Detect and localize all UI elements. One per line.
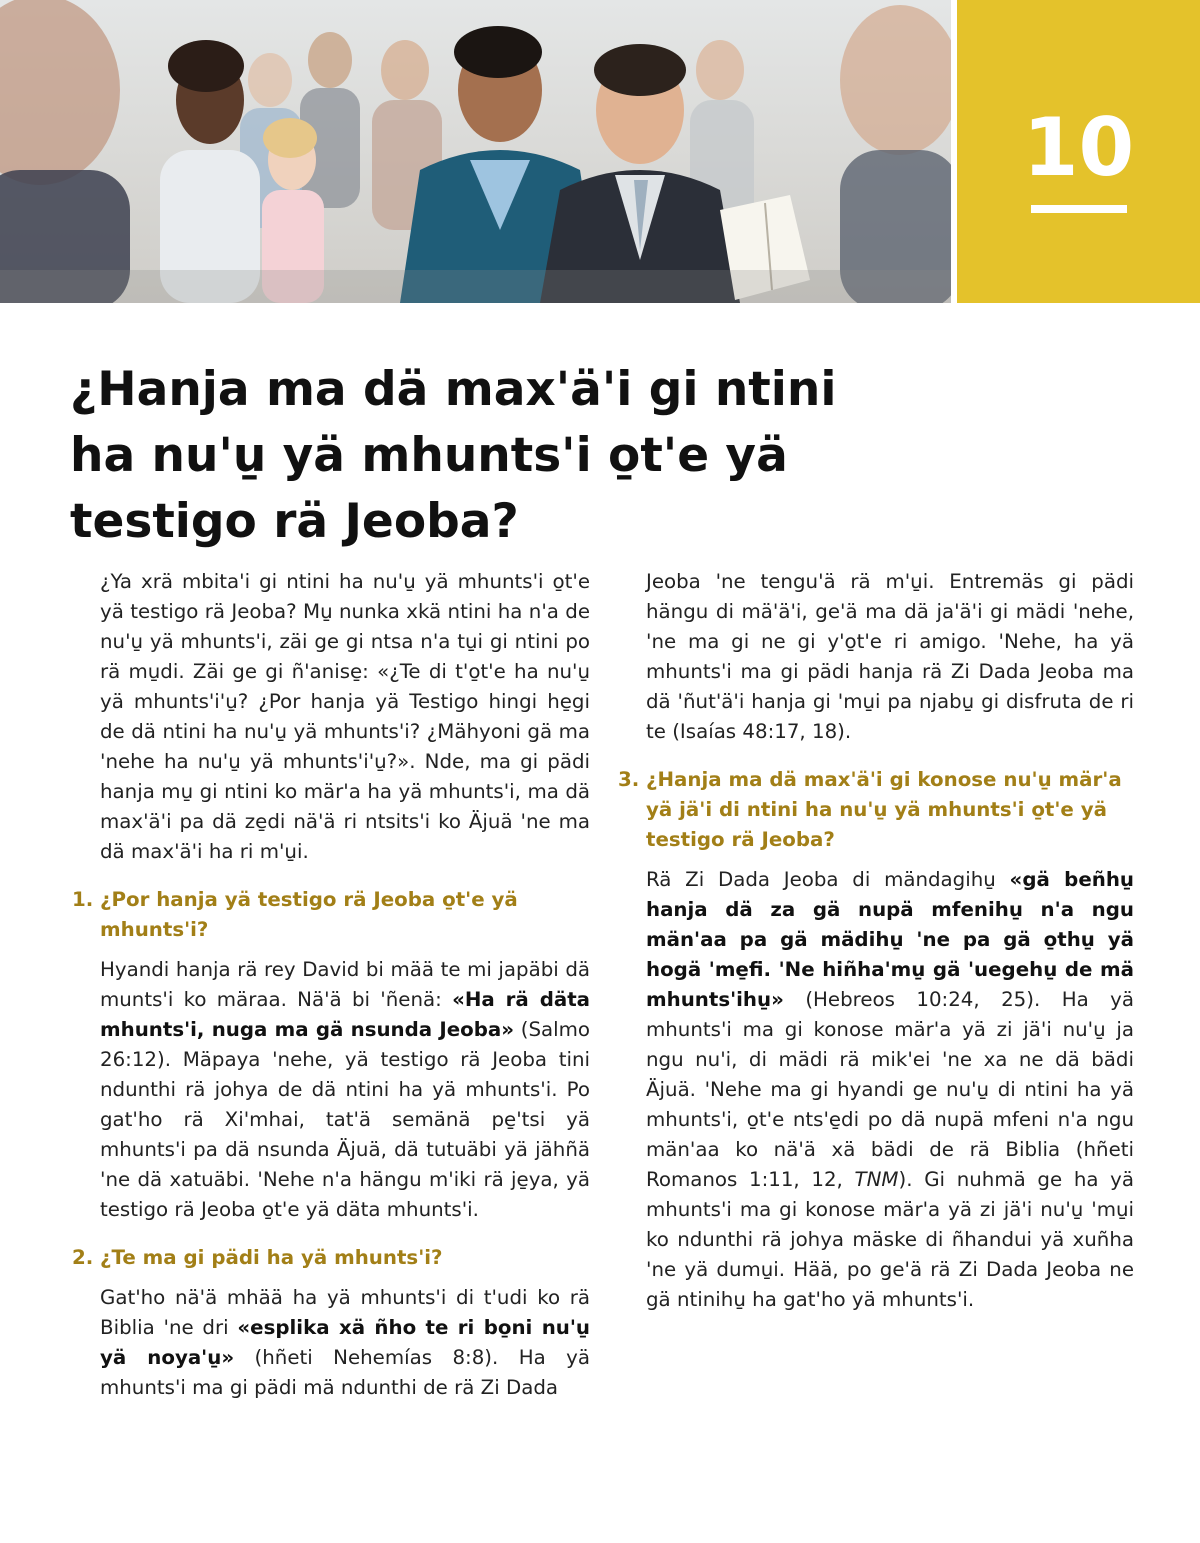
question-number: 3.: [618, 768, 640, 791]
question-heading-2: [72, 1243, 590, 1273]
hero-photo: [0, 0, 951, 303]
lesson-number-underline: [1031, 205, 1127, 213]
answer-paragraph-3: Rä Zi Dada Jeoba di mändagihu̱ «gä beñhu̱ hanja dä za gä nupä mfenihu̱ n'a ngu män'aa pa gä mädihu̱ 'ne pa gä o̱thu̱ yä hogä 'me̱fi. 'Ne hiñha'mu̱ gä 'uegehu̱ de mä mhunts'ihu̱» (Hebreos 10:24, 25). Ha yä mhunts'i ma gi konose mär'a yä zi jä'i nu'u̱ ja ngu nu'i, di mädi rä mik'ei 'ne xa ne dä bädi Äjuä. 'Nehe ma gi hyandi ge nu'u̱ di ntini ha yä mhunts'i, o̱t'e nts'e̱di po dä nupä mfeni n'a ngu män'aa ko nä'ä xä bädi de rä Biblia (hñeti Romanos 1:11, 12, TNM). Gi nuhmä ge ha yä mhunts'i ma gi konose mär'a yä zi jä'i nu'u̱ 'mu̱i ko ndunthi rä johya mäske di ñhandui yä xuñha 'ne yä dumu̱i. Hää, po ge'ä rä Zi Dada Jeoba ne gä ntinihu̱ ha gat'ho yä mhunts'i.: [646, 868, 1134, 1311]
congregation-photo-illustration: [0, 0, 951, 303]
answer-paragraph-2-continued: Jeoba 'ne tengu'ä rä m'u̱i. Entremäs gi pädi hängu di mä'ä'i, ge'ä ma dä ja'ä'i gi mädi 'nehe, 'ne ma gi ne gi y'o̱t'e ri amigo. 'Nehe, ha yä mhunts'i ma gi pädi hanja rä Zi Dada Jeoba ma dä 'ñut'ä'i hanja gi 'mu̱i pa njabu̱ gi disfruta de ri te (Isaías 48:17, 18).: [646, 570, 1134, 743]
bible-quote: «gä beñhu̱ hanja dä za gä nupä mfenihu̱ n'a ngu män'aa pa gä mädihu̱ 'ne pa gä o̱thu̱ yä hogä 'me̱fi. 'Ne hiñha'mu̱ gä 'uegehu̱ de mä mhunts'ihu̱»: [646, 868, 1134, 1011]
question-heading-1: [72, 885, 590, 945]
bible-quote: «Ha rä däta mhunts'i, nuga ma gä nsunda Jeoba»: [100, 988, 591, 1041]
question-text: ¿Por hanja yä testigo rä Jeoba o̱t'e yä mhunts'i?: [100, 888, 518, 941]
page-title: ¿Hanja ma dä max'ä'i gi ntini ha nu'u̱ yä mhunts'i o̱t'e yä testigo rä Jeoba?: [70, 362, 837, 549]
answer-paragraph-1: Hyandi hanja rä rey David bi mää te mi japäbi dä munts'i ko märaa. Nä'ä bi 'ñenä: «Ha rä däta mhunts'i, nuga ma gä nsunda Jeoba» (Salmo 26:12). Mäpaya 'nehe, yä testigo rä Jeoba tini ndunthi rä johya de dä ntini ha yä mhunts'i. Po gat'ho rä Xi'mhai, tat'ä semänä pe̱'tsi yä mhunts'i pa dä nsunda Äjuä, dä tutuäbi yä jähñä 'ne dä xatuäbi. 'Nehe n'a hängu m'iki rä je̱ya, yä testigo rä Jeoba o̱t'e yä däta mhunts'i.: [100, 958, 591, 1221]
question-number: 1.: [72, 888, 94, 911]
right-column: [618, 567, 1134, 1315]
question-text: ¿Hanja ma dä max'ä'i gi konose nu'u̱ mär'a yä jä'i di ntini ha nu'u̱ yä mhunts'i o̱t'e yä testigo rä Jeoba?: [646, 768, 1122, 851]
question-number: 2.: [72, 1246, 94, 1269]
question-heading-3: [618, 765, 1134, 855]
intro-paragraph: ¿Ya xrä mbita'i gi ntini ha nu'u̱ yä mhunts'i o̱t'e yä testigo rä Jeoba? Mu̱ nunka xkä ntini ha n'a de nu'u̱ yä mhunts'i, zäi ge gi ntsa n'a tu̱i gi ntini po rä mu̱di. Zäi ge gi ñ'anise̱: «¿Te di t'o̱t'e ha nu'u̱ yä mhunts'i'u̱? ¿Por hanja yä Testigo hingi he̱gi de dä ntini ha nu'u̱ yä mhunts'i? ¿Mähyoni gä ma 'nehe ha nu'u̱ yä mhunts'i'u̱?». Nde, ma gi pädi hanja mu̱ gi ntini ko mär'a ha yä mhunts'i, ma dä max'ä'i pa dä ze̱di nä'ä ri ntsits'i ko Äjuä 'ne ma dä max'ä'i ha ri m'u̱i.: [100, 570, 590, 863]
question-text: ¿Te ma gi pädi ha yä mhunts'i?: [100, 1246, 443, 1269]
bible-quote: «esplika xä ñho te ri bo̱ni nu'u̱ yä noya'u̱»: [100, 1316, 590, 1369]
left-column: [72, 567, 591, 1403]
answer-paragraph-2: Gat'ho nä'ä mhää ha yä mhunts'i di t'udi ko rä Biblia 'ne dri «esplika xä ñho te ri bo̱ni nu'u̱ yä noya'u̱» (hñeti Nehemías 8:8). Ha yä mhunts'i ma gi pädi mä ndunthi de rä Zi Dada: [100, 1286, 590, 1399]
lesson-number: 10: [1022, 101, 1135, 194]
lesson-badge: [957, 0, 1200, 303]
bible-translation-abbrev: TNM: [854, 1168, 899, 1191]
